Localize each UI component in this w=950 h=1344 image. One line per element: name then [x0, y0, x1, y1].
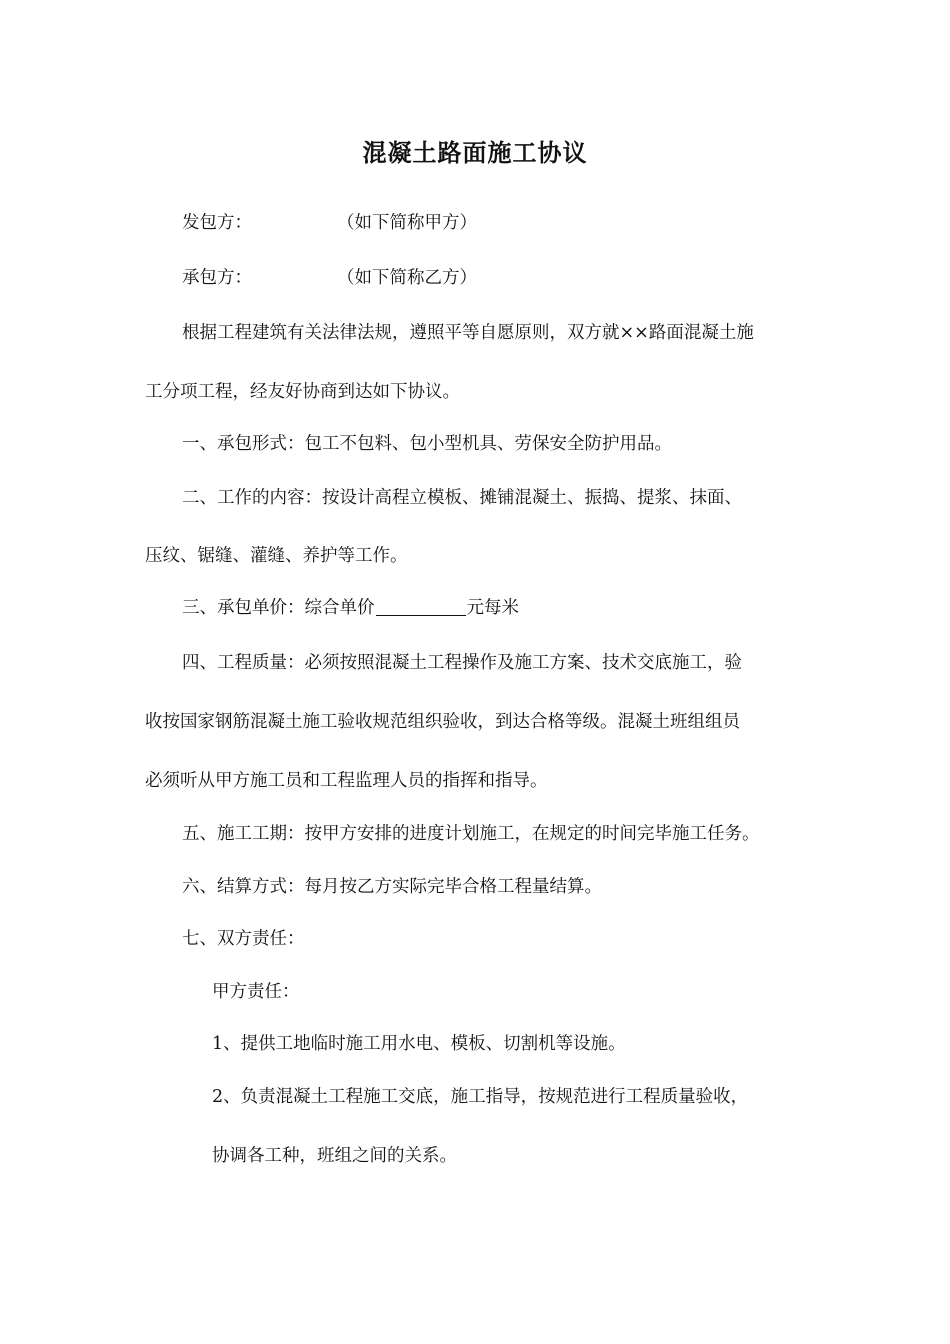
item-4-line-1: 四、工程质量：必须按照混凝土工程操作及施工方案、技术交底施工，验 — [182, 653, 742, 673]
party-b-line — [182, 266, 782, 290]
party-a-label: 发包方： — [182, 213, 252, 233]
party-a-duty-heading: 甲方责任： — [212, 982, 300, 1002]
unit-price-blank — [376, 597, 466, 616]
party-a-note: （如下简称甲方） — [337, 213, 477, 233]
item-3-prefix: 三、承包单价：综合单价 — [182, 598, 375, 618]
intro-line-1: 根据工程建筑有关法律法规，遵照平等自愿原则，双方就××路面混凝土施 — [182, 323, 754, 343]
duty-2-line-2: 协调各工种，班组之间的关系。 — [212, 1146, 457, 1166]
item-7: 七、双方责任： — [182, 929, 305, 949]
duty-2-line-1: 2、负责混凝土工程施工交底，施工指导，按规范进行工程质量验收， — [212, 1087, 749, 1107]
item-6: 六、结算方式：每月按乙方实际完毕合格工程量结算。 — [182, 877, 602, 897]
intro-line-2: 工分项工程，经友好协商到达如下协议。 — [145, 382, 460, 402]
item-1: 一、承包形式：包工不包料、包小型机具、劳保安全防护用品。 — [182, 434, 672, 454]
duty-1: 1、提供工地临时施工用水电、模板、切割机等设施。 — [212, 1034, 626, 1054]
item-4-line-2: 收按国家钢筋混凝土施工验收规范组织验收，到达合格等级。混凝土班组组员 — [145, 712, 740, 732]
item-2-line-2: 压纹、锯缝、灌缝、养护等工作。 — [145, 546, 408, 566]
party-a-line — [182, 211, 782, 235]
document-title: 混凝土路面施工协议 — [362, 138, 588, 167]
item-5: 五、施工工期：按甲方安排的进度计划施工，在规定的时间完毕施工任务。 — [182, 824, 760, 844]
item-2-line-1: 二、工作的内容：按设计高程立模板、摊铺混凝土、振捣、提浆、抹面、 — [182, 488, 742, 508]
party-b-note: （如下简称乙方） — [337, 268, 477, 288]
party-b-label: 承包方： — [182, 268, 252, 288]
item-3-suffix: 元每米 — [466, 598, 519, 618]
item-3 — [182, 596, 519, 620]
item-4-line-3: 必须听从甲方施工员和工程监理人员的指挥和指导。 — [145, 771, 548, 791]
